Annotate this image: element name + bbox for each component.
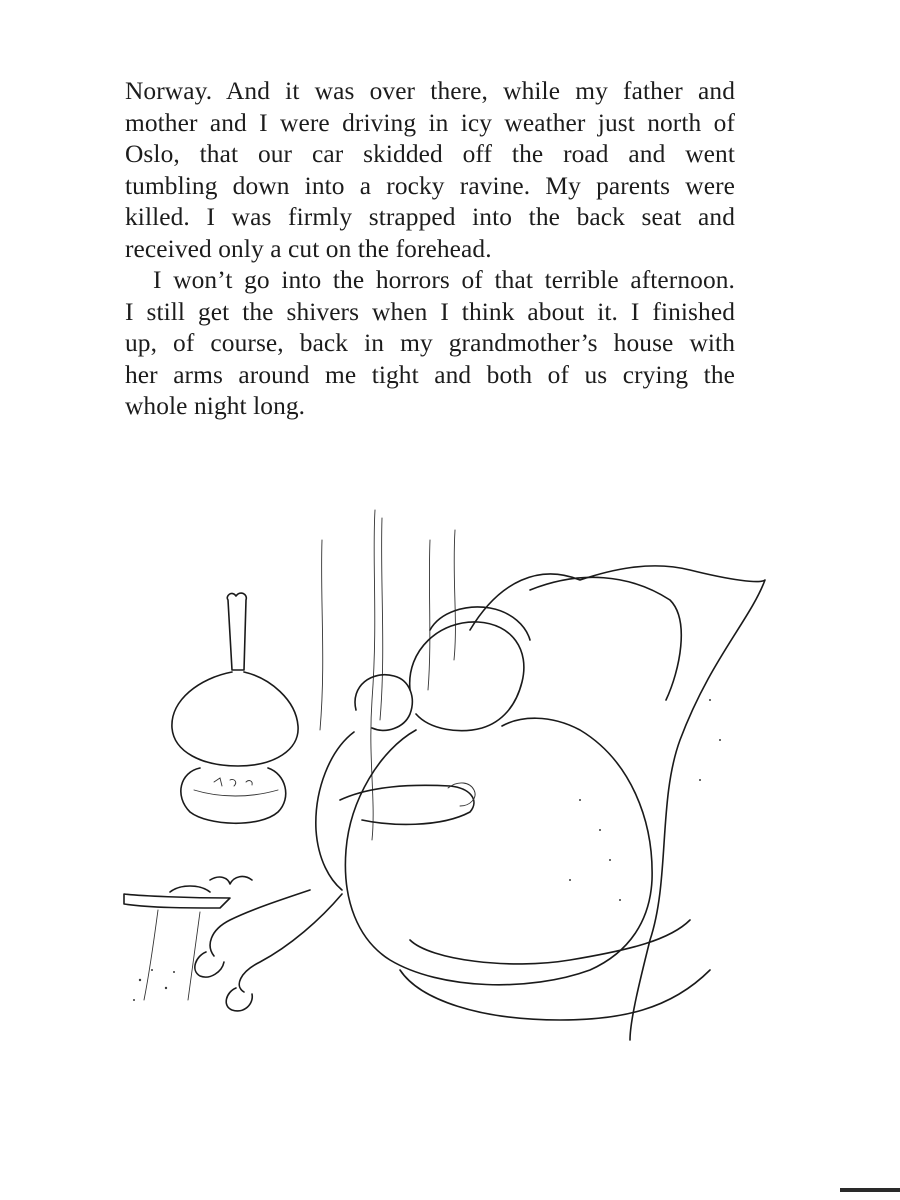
spectacles [210, 877, 252, 884]
lamp-globe [172, 672, 298, 766]
text-line: Norway. And it was over there, while my father and [125, 77, 735, 105]
lamp-base-detail [194, 790, 278, 796]
table-leg [188, 912, 200, 1000]
text-line: whole night long. [125, 392, 306, 420]
pen-sketch-illustration [110, 500, 790, 1060]
grandmother-body [345, 718, 652, 985]
armchair-arm [410, 920, 690, 964]
grandmother-head [410, 622, 524, 731]
armchair-back [470, 566, 765, 1040]
lamp-chimney [227, 593, 246, 670]
lamp-base [181, 768, 286, 823]
armchair-skirt [400, 970, 710, 1020]
text-line: her arms around me tight and both of us crying the [125, 360, 735, 389]
child-legs [210, 890, 342, 992]
text-line: I still get the shivers when I think about it. I finished [125, 297, 735, 326]
child-foot [195, 952, 224, 977]
grandmother-arm [340, 785, 474, 824]
text-line: I won’t go into the horrors of that terrible afternoon. [153, 266, 735, 294]
shading-specks [133, 699, 721, 1001]
curtain-line [428, 540, 430, 690]
child-foot [226, 988, 252, 1011]
page-edge-mark [840, 1188, 900, 1192]
armchair-wing [530, 577, 681, 700]
body-text [125, 76, 735, 423]
lamp-mark [214, 778, 252, 786]
curtain-line [454, 530, 455, 660]
text-line: killed. I was firmly strapped into the back seat and [125, 203, 735, 231]
book-on-table [170, 886, 210, 892]
child-head [355, 675, 412, 731]
curtain-line [320, 540, 323, 730]
text-line: tumbling down into a rocky ravine. My parents were [125, 171, 735, 200]
grandmother-hair [430, 607, 530, 640]
child-body [316, 732, 354, 890]
illustration [110, 500, 790, 1060]
text-line: received only a cut on the forehead. [125, 234, 492, 263]
text-line: mother and I were driving in icy weather just north of [125, 108, 735, 137]
table-edge [124, 894, 230, 908]
curtain-line [380, 518, 383, 720]
text-line: Oslo, that our car skidded off the road and went [125, 140, 735, 168]
text-line: up, of course, back in my grandmother’s house with [125, 329, 735, 357]
table-leg [144, 910, 158, 1000]
